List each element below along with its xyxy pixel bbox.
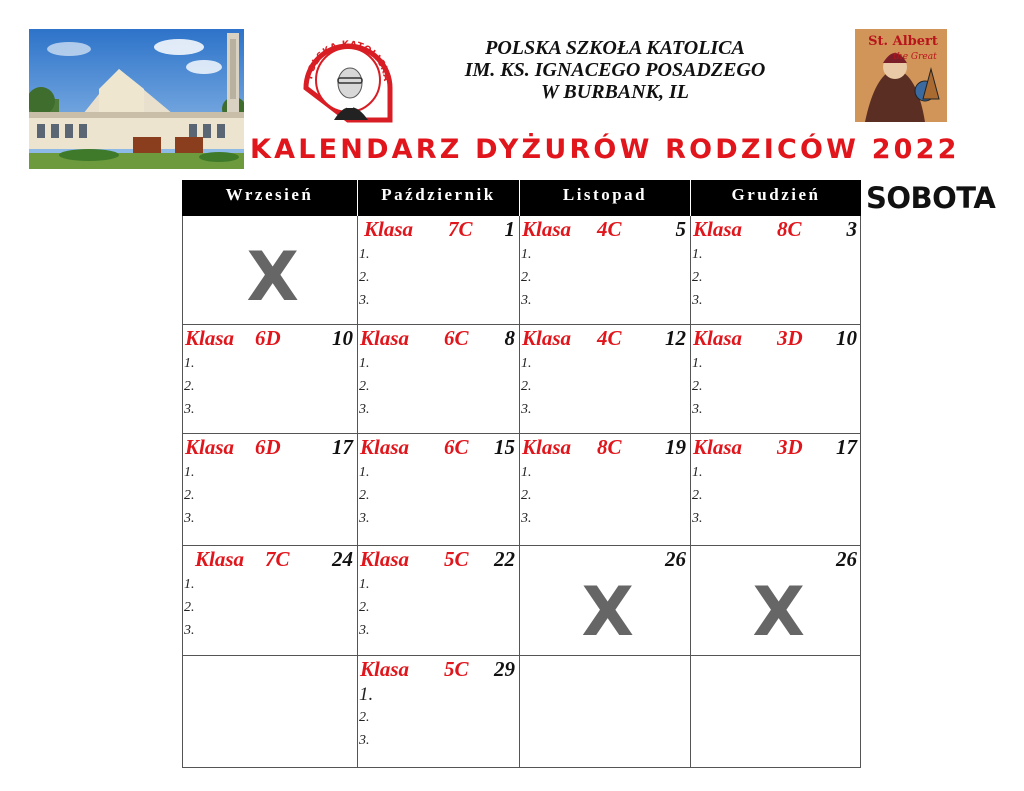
class-prefix-label: Klasa xyxy=(185,435,235,459)
class-code: 4C xyxy=(597,217,622,241)
day-of-week-label: SOBOTA xyxy=(866,181,996,215)
duty-slot-1: 1. xyxy=(359,356,370,371)
class-code: 6C xyxy=(444,435,469,459)
duty-slot-1: 1. xyxy=(692,247,703,262)
day-number: 15 xyxy=(494,435,515,459)
duty-calendar-table xyxy=(182,180,861,768)
school-location: W BURBANK, IL xyxy=(540,81,689,103)
calendar-cell xyxy=(691,656,861,767)
grid-horizontal-line xyxy=(182,767,861,768)
class-prefix-label: Klasa xyxy=(522,326,572,350)
calendar-cell xyxy=(520,216,690,324)
saint-albert-image xyxy=(855,29,947,122)
parent-duty-slots xyxy=(521,243,532,312)
day-number: 17 xyxy=(332,435,353,459)
duty-assignment-header xyxy=(360,658,515,680)
class-prefix-label: Klasa xyxy=(360,326,410,350)
duty-slot-1: 1. xyxy=(359,465,370,480)
duty-slot-3: 3. xyxy=(184,511,195,526)
class-code: 6C xyxy=(444,326,469,350)
calendar-cell xyxy=(183,546,357,655)
day-number: 5 xyxy=(675,217,686,241)
calendar-cell xyxy=(520,656,690,767)
duty-assignment-header xyxy=(360,548,515,570)
duty-slot-1: 1. xyxy=(184,577,195,592)
parent-duty-slots xyxy=(692,461,703,530)
parent-duty-slots xyxy=(692,352,703,421)
calendar-cell xyxy=(520,546,690,655)
duty-slot-1: 1. xyxy=(359,684,374,705)
duty-slot-1: 1. xyxy=(521,465,532,480)
duty-slot-3: 3. xyxy=(521,402,532,417)
duty-slot-2: 2. xyxy=(359,488,370,503)
class-code: 5C xyxy=(444,547,469,571)
day-number: 10 xyxy=(836,326,857,350)
school-name: POLSKA SZKOŁA KATOLICA xyxy=(485,37,745,59)
duty-assignment-header xyxy=(693,436,857,458)
day-number: 8 xyxy=(504,326,515,350)
class-code: 3D xyxy=(777,326,803,350)
day-number: 17 xyxy=(836,435,857,459)
calendar-cell xyxy=(183,656,357,767)
school-logo xyxy=(298,28,398,128)
duty-slot-1: 1. xyxy=(521,356,532,371)
duty-slot-3: 3. xyxy=(521,293,532,308)
parent-duty-slots xyxy=(184,461,195,530)
duty-slot-2: 2. xyxy=(521,488,532,503)
duty-slot-3: 3. xyxy=(359,402,370,417)
calendar-cell xyxy=(358,325,519,433)
duty-slot-2: 2. xyxy=(692,379,703,394)
calendar-cell xyxy=(358,216,519,324)
day-number-value: 26 xyxy=(836,547,857,571)
duty-slot-1: 1. xyxy=(184,465,195,480)
duty-slot-2: 2. xyxy=(692,270,703,285)
duty-slot-1: 1. xyxy=(184,356,195,371)
duty-assignment-header xyxy=(185,436,353,458)
duty-slot-2: 2. xyxy=(184,379,195,394)
svg-text:the Great: the Great xyxy=(893,52,937,62)
duty-slot-3: 3. xyxy=(359,623,370,638)
class-code: 8C xyxy=(597,435,622,459)
day-number: 29 xyxy=(494,657,515,681)
calendar-title: KALENDARZ DYŻURÓW RODZICÓW 2022 xyxy=(250,134,960,165)
duty-slot-3: 3. xyxy=(184,402,195,417)
class-prefix-label: Klasa xyxy=(360,547,410,571)
no-duty-cross-mark: X xyxy=(246,238,299,317)
calendar-cell xyxy=(691,325,861,433)
class-prefix-label: Klasa xyxy=(185,326,235,350)
duty-slot-3: 3. xyxy=(359,511,370,526)
duty-assignment-header xyxy=(360,436,515,458)
duty-slot-3: 3. xyxy=(521,511,532,526)
duty-slot-1: 1. xyxy=(359,247,370,262)
parent-duty-slots xyxy=(359,573,370,642)
duty-slot-2: 2. xyxy=(184,600,195,615)
duty-slot-3: 3. xyxy=(359,293,370,308)
duty-assignment-header xyxy=(364,218,515,240)
day-number: 3 xyxy=(846,217,857,241)
duty-slot-1: 1. xyxy=(521,247,532,262)
day-number: 22 xyxy=(494,547,515,571)
calendar-cell xyxy=(358,546,519,655)
school-patron: IM. KS. IGNACEGO POSADZEGO xyxy=(464,59,766,81)
duty-slot-2: 2. xyxy=(692,488,703,503)
calendar-cell xyxy=(183,434,357,545)
class-code: 7C xyxy=(265,547,290,571)
parent-duty-slots xyxy=(359,352,370,421)
duty-slot-1: 1. xyxy=(359,577,370,592)
class-prefix-label: Klasa xyxy=(522,217,572,241)
duty-assignment-header xyxy=(693,327,857,349)
duty-assignment-header xyxy=(522,327,686,349)
class-code: 4C xyxy=(597,326,622,350)
class-prefix-label: Klasa xyxy=(195,547,245,571)
day-number: 24 xyxy=(332,547,353,571)
month-header-1: Wrzesień xyxy=(182,180,357,216)
parent-duty-slots xyxy=(359,243,370,312)
duty-slot-3: 3. xyxy=(359,733,370,748)
duty-assignment-header xyxy=(522,218,686,240)
calendar-cell xyxy=(183,325,357,433)
month-header-3: Listopad xyxy=(520,180,690,216)
class-prefix-label: Klasa xyxy=(360,657,410,681)
duty-slot-3: 3. xyxy=(692,293,703,308)
duty-slot-3: 3. xyxy=(692,402,703,417)
day-number: 19 xyxy=(665,435,686,459)
parent-duty-slots xyxy=(184,352,195,421)
duty-slot-3: 3. xyxy=(184,623,195,638)
duty-assignment-header xyxy=(522,436,686,458)
duty-slot-3: 3. xyxy=(692,511,703,526)
class-code: 8C xyxy=(777,217,802,241)
duty-slot-2: 2. xyxy=(359,379,370,394)
class-prefix-label: Klasa xyxy=(360,435,410,459)
calendar-cell xyxy=(358,434,519,545)
parent-duty-slots xyxy=(521,461,532,530)
duty-slot-2: 2. xyxy=(521,270,532,285)
no-duty-cross-mark: X xyxy=(581,573,634,652)
duty-assignment-header xyxy=(693,218,857,240)
calendar-cell xyxy=(183,216,357,324)
day-number: 1 xyxy=(504,217,515,241)
duty-slot-2: 2. xyxy=(521,379,532,394)
class-prefix-label: Klasa xyxy=(693,217,743,241)
class-code: 5C xyxy=(444,657,469,681)
duty-assignment-header xyxy=(360,327,515,349)
parent-duty-slots xyxy=(521,352,532,421)
duty-slot-2: 2. xyxy=(359,600,370,615)
day-number-value: 26 xyxy=(665,547,686,571)
day-number: 10 xyxy=(332,326,353,350)
class-prefix-label: Klasa xyxy=(522,435,572,459)
calendar-cell xyxy=(358,656,519,767)
parent-duty-slots xyxy=(359,461,370,530)
church-photo xyxy=(29,29,244,169)
duty-slot-2: 2. xyxy=(184,488,195,503)
calendar-cell xyxy=(520,434,690,545)
calendar-cell xyxy=(691,546,861,655)
duty-slot-2: 2. xyxy=(359,710,370,725)
class-code: 3D xyxy=(777,435,803,459)
duty-slot-1: 1. xyxy=(692,465,703,480)
class-code: 7C xyxy=(448,217,473,241)
duty-assignment-header xyxy=(185,327,353,349)
calendar-cell xyxy=(520,325,690,433)
duty-slot-2: 2. xyxy=(359,270,370,285)
class-prefix-label: Klasa xyxy=(693,435,743,459)
no-duty-cross-mark: X xyxy=(752,573,805,652)
duty-slot-1: 1. xyxy=(692,356,703,371)
calendar-cell xyxy=(691,216,861,324)
day-number: 12 xyxy=(665,326,686,350)
parent-duty-slots xyxy=(692,243,703,312)
month-header-4: Grudzień xyxy=(691,180,861,216)
calendar-cell xyxy=(691,434,861,545)
duty-assignment-header xyxy=(195,548,353,570)
class-prefix-label: Klasa xyxy=(364,217,414,241)
svg-text:St. Albert: St. Albert xyxy=(868,34,938,49)
class-code: 6D xyxy=(255,435,281,459)
class-prefix-label: Klasa xyxy=(693,326,743,350)
parent-duty-slots xyxy=(184,573,195,642)
svg-text:POLSKA KATOLICKA SZKOŁA: POLSKA KATOLICKA xyxy=(305,39,392,83)
parent-duty-slots xyxy=(359,683,373,752)
class-code: 6D xyxy=(255,326,281,350)
month-header-2: Październik xyxy=(358,180,519,216)
